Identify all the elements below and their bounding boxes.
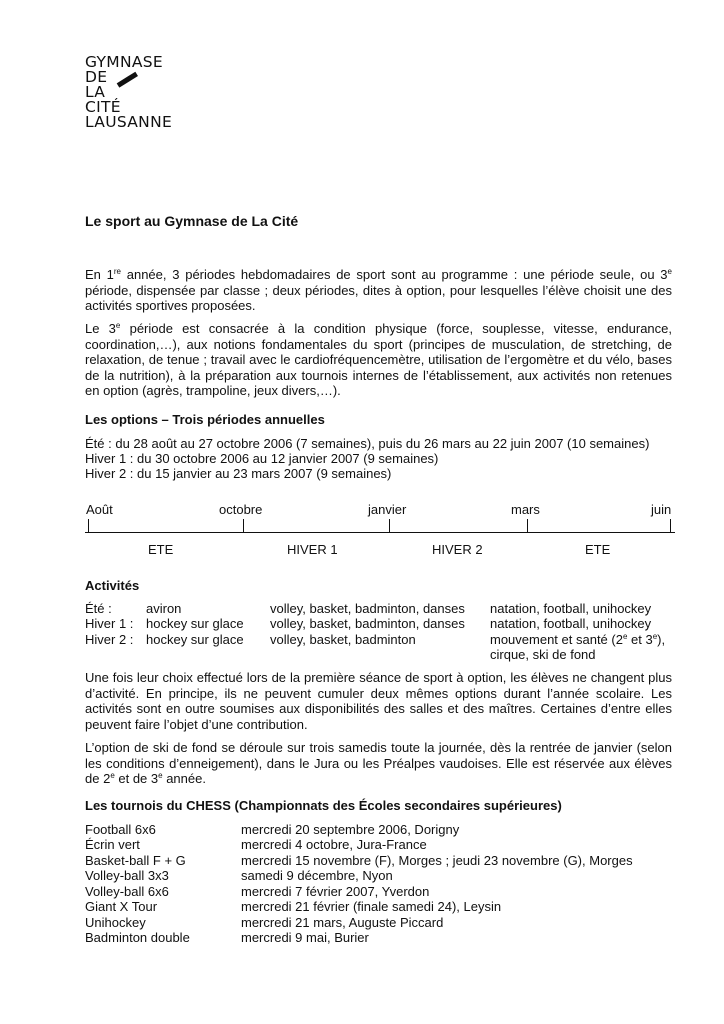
activity-season: Hiver 1 :: [85, 616, 134, 631]
chess-date: mercredi 7 février 2007, Yverdon: [241, 884, 430, 899]
timeline-axis: [85, 532, 675, 533]
activities-heading: Activités: [85, 578, 140, 593]
chess-date: mercredi 15 novembre (F), Morges ; jeudi 23 novembre (G), Morges: [241, 853, 633, 868]
options-line: Été : du 28 août au 27 octobre 2006 (7 semaines), puis du 26 mars au 22 juin 2007 (10 semaines): [85, 436, 650, 451]
chess-sport: Giant X Tour: [85, 899, 158, 914]
timeline-month: juin: [651, 502, 672, 517]
intro-paragraph: En 1re année, 3 périodes hebdomadaires de sport sont au programme : une période seule, ou 3e période, dispensée par classe ; deux périodes, dites à option, pour lesquelles l’élève choisit une des activités sportives proposées.: [85, 267, 672, 313]
chess-date: mercredi 21 mars, Auguste Piccard: [241, 915, 444, 930]
chess-date: mercredi 4 octobre, Jura-France: [241, 837, 427, 852]
activity-cell: volley, basket, badminton: [270, 632, 416, 647]
chess-sport: Badminton double: [85, 930, 190, 945]
options-heading: Les options – Trois périodes annuelles: [85, 412, 325, 427]
activity-season: Hiver 2 :: [85, 632, 134, 647]
school-logo: [85, 55, 172, 130]
condition-paragraph: Le 3e période est consacrée à la condition physique (force, souplesse, vitesse, endurance, coordination,…), aux notions fondamentales du sport (principes de musculation, de stretching, de relaxation, de tenue ; travail avec le cardiofréquencemètre, utilisation de l’ergomètre et du vélo, bases de la nutrition), à la préparation aux tournois internes de l’établissement, aux activités non retenues en option (agrès, trampoline, jeux divers,…).: [85, 321, 672, 398]
options-line: Hiver 2 : du 15 janvier au 23 mars 2007 (9 semaines): [85, 466, 392, 481]
chess-sport: Volley-ball 6x6: [85, 884, 169, 899]
chess-date: mercredi 21 février (finale samedi 24), Leysin: [241, 899, 502, 914]
timeline-month: janvier: [368, 502, 407, 517]
chess-sport: Volley-ball 3x3: [85, 868, 169, 883]
activity-cell: mouvement et santé (2e et 3e),: [490, 632, 666, 647]
chess-heading: Les tournois du CHESS (Championnats des Écoles secondaires supérieures): [85, 798, 562, 813]
timeline-tick: [670, 519, 671, 532]
logo-line: CITÉ: [85, 98, 121, 116]
options-line: Hiver 1 : du 30 octobre 2006 au 12 janvier 2007 (9 semaines): [85, 451, 439, 466]
logo-line: LAUSANNE: [85, 113, 173, 131]
activity-cell: natation, football, unihockey: [490, 616, 652, 631]
timeline-tick: [88, 519, 89, 532]
activity-cell: natation, football, unihockey: [490, 601, 652, 616]
chess-sport: Unihockey: [85, 915, 146, 930]
activity-cell: hockey sur glace: [146, 632, 244, 647]
timeline-period: HIVER 2: [432, 542, 483, 557]
activity-cell: cirque, ski de fond: [490, 647, 596, 662]
choice-paragraph: Une fois leur choix effectué lors de la première séance de sport à option, les élèves ne changent plus d’activité. En principe, ils ne peuvent cumuler deux mêmes options durant l’année scolaire. Les activités sont en outre soumises aux disponibilités des salles et des maîtres. Certaines d’entre elles peuvent faire l’objet d’une contribution.: [85, 670, 672, 732]
logo-line: LA: [85, 85, 172, 100]
chess-date: mercredi 20 septembre 2006, Dorigny: [241, 822, 460, 837]
activity-cell: volley, basket, badminton, danses: [270, 601, 465, 616]
timeline-tick: [389, 519, 390, 532]
timeline-period: HIVER 1: [287, 542, 338, 557]
chess-sport: Écrin vert: [85, 837, 140, 852]
logo-line: GYMNASE: [85, 53, 164, 71]
chess-date: mercredi 9 mai, Burier: [241, 930, 369, 945]
chess-sport: Football 6x6: [85, 822, 156, 837]
activity-cell: hockey sur glace: [146, 616, 244, 631]
timeline-month: octobre: [219, 502, 263, 517]
logo-line: DE: [85, 68, 108, 86]
timeline-tick: [527, 519, 528, 532]
activity-season: Été :: [85, 601, 112, 616]
activity-cell: aviron: [146, 601, 182, 616]
timeline-month: Août: [86, 502, 113, 517]
ski-paragraph: L’option de ski de fond se déroule sur trois samedis toute la journée, dès la rentrée de janvier (selon les conditions d’enneigement), dans le Jura ou les Préalpes vaudoises. Elle est réservée aux élèves de 2e et de 3e année.: [85, 740, 672, 786]
timeline-period: ETE: [585, 542, 611, 557]
timeline-period: ETE: [148, 542, 174, 557]
page-title: Le sport au Gymnase de La Cité: [85, 213, 299, 229]
chess-sport: Basket-ball F + G: [85, 853, 186, 868]
timeline-month: mars: [511, 502, 540, 517]
activity-cell: volley, basket, badminton, danses: [270, 616, 465, 631]
chess-date: samedi 9 décembre, Nyon: [241, 868, 393, 883]
timeline-tick: [243, 519, 244, 532]
